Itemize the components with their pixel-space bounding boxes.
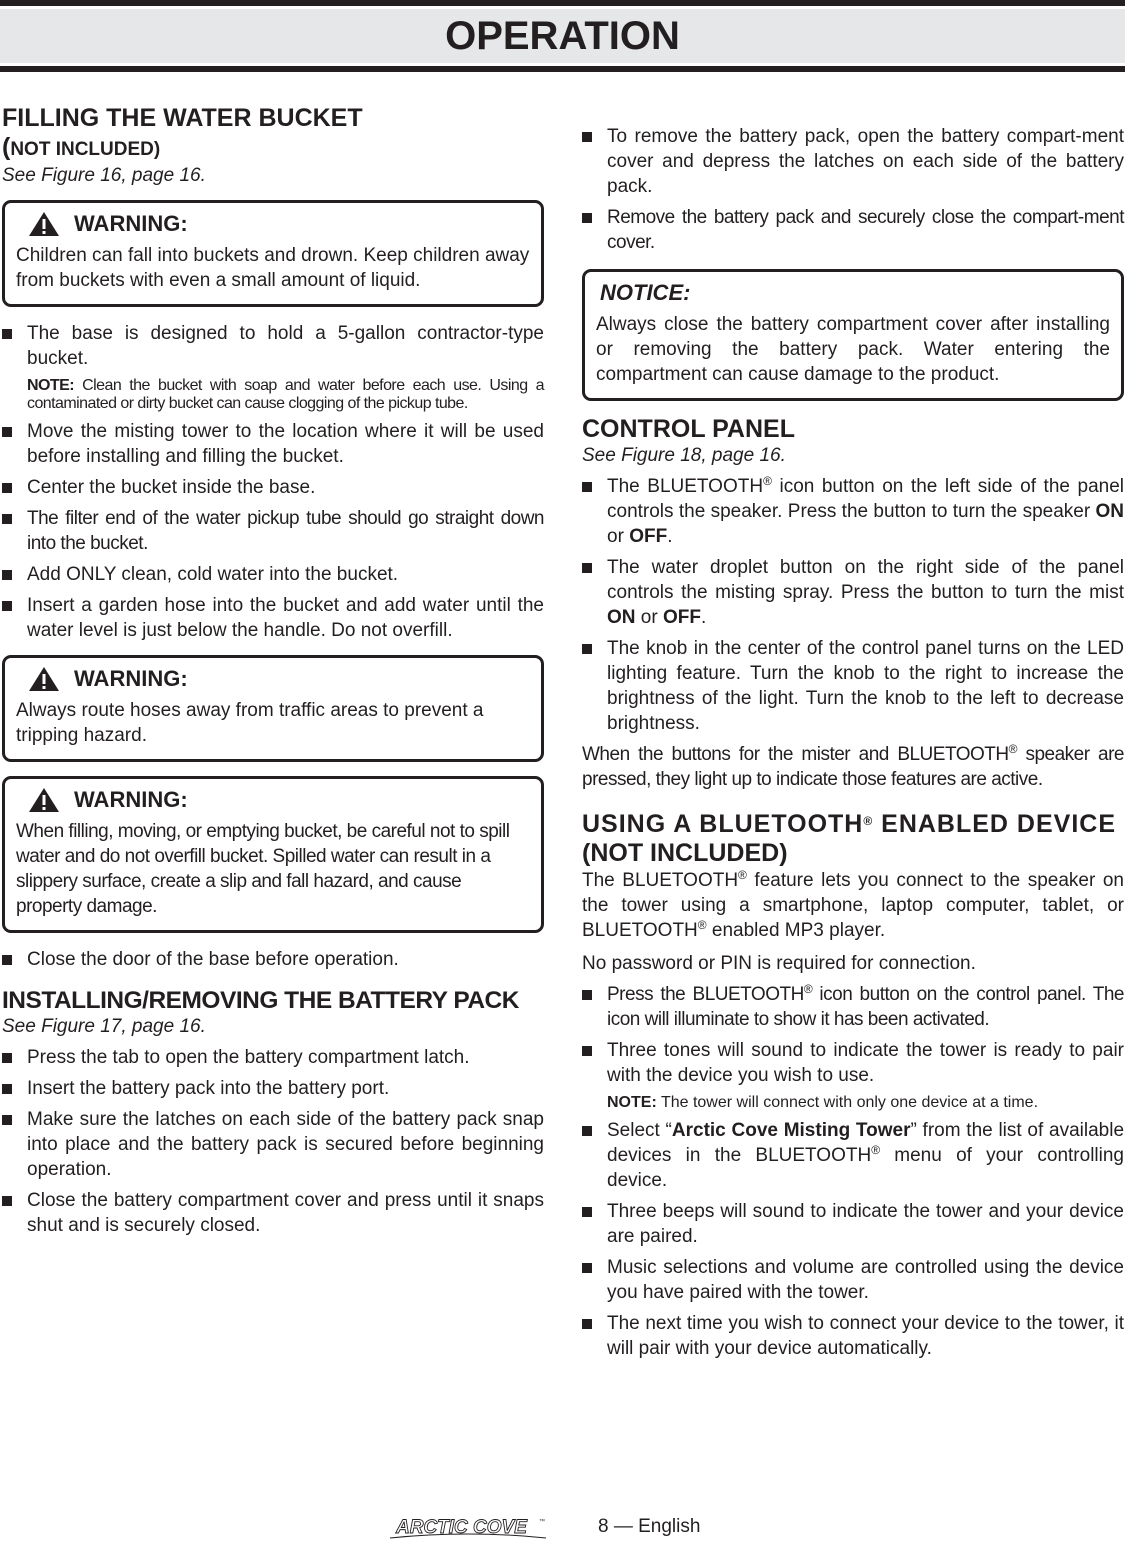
square-bullet-icon — [582, 1207, 592, 1217]
figure-reference: See Figure 18, page 16. — [582, 445, 786, 466]
list-item: Center the bucket inside the base. — [2, 475, 544, 500]
arctic-cove-logo — [388, 1514, 548, 1540]
page-footer — [0, 1512, 1125, 1541]
notice-box — [582, 269, 1124, 401]
warning-box-1 — [2, 200, 544, 307]
section-title-control-panel: CONTROL PANEL — [582, 415, 795, 443]
list-item: The knob in the center of the control panel turns on the LED lighting feature. Turn the knob to the right to increase the brightness of the light. Turn the knob to the left to decrease brightness. — [582, 636, 1124, 736]
square-bullet-icon — [2, 483, 12, 493]
section-title-bluetooth: USING A BLUETOOTH® ENABLED DEVICE — [582, 810, 1117, 838]
list-item: Make sure the latches on each side of the battery pack snap into place and the battery pack is secured before beginning operation. — [2, 1107, 544, 1182]
list-item: Three tones will sound to indicate the tower is ready to pair with the device you wish to use. — [582, 1038, 1124, 1088]
right-column — [582, 104, 1124, 1367]
left-column — [2, 104, 544, 1244]
list-item: The filter end of the water pickup tube should go straight down into the bucket. — [2, 506, 544, 556]
list-item: Select “Arctic Cove Misting Tower” from the list of available devices in the BLUETOOTH® menu of your controlling device. — [582, 1118, 1124, 1193]
list-item: The BLUETOOTH® icon button on the left side of the panel controls the speaker. Press the button to turn the speaker ON or OFF. — [582, 474, 1124, 549]
paragraph: The BLUETOOTH® feature lets you connect to the speaker on the tower using a smartphone, laptop computer, tablet, or BLUETOOTH® enabled MP3 player. — [582, 868, 1124, 941]
square-bullet-icon — [2, 955, 12, 965]
list-item: Press the tab to open the battery compartment latch. — [2, 1045, 544, 1070]
square-bullet-icon — [2, 1084, 12, 1094]
logo-text: ARCTIC COVE — [396, 1517, 527, 1538]
notice-heading: NOTICE: — [600, 280, 691, 305]
paragraph: No password or PIN is required for connection. — [582, 953, 976, 974]
square-bullet-icon — [582, 1319, 592, 1329]
square-bullet-icon — [2, 514, 12, 524]
warning-text: Always route hoses away from traffic areas to prevent a tripping hazard. — [16, 700, 484, 746]
square-bullet-icon — [582, 132, 592, 142]
warning-triangle-icon — [28, 787, 60, 813]
page-title: OPERATION — [445, 14, 680, 58]
list-item: Move the misting tower to the location where it will be used before installing and filling the bucket. — [2, 419, 544, 469]
paragraph: When the buttons for the mister and BLUETOOTH® speaker are pressed, they light up to indicate those features are active. — [582, 742, 1124, 790]
list-item: Insert the battery pack into the battery port. — [2, 1076, 544, 1101]
list-item: Insert a garden hose into the bucket and add water until the water level is just below the handle. Do not overfill. — [2, 593, 544, 643]
header-rule-bottom — [0, 66, 1125, 72]
square-bullet-icon — [2, 1196, 12, 1206]
list-item: The base is designed to hold a 5-gallon contractor-type bucket. — [2, 321, 544, 371]
square-bullet-icon — [582, 482, 592, 492]
list-item: The next time you wish to connect your device to the tower, it will pair with your device automatically. — [582, 1311, 1124, 1361]
square-bullet-icon — [2, 1115, 12, 1125]
warning-heading: WARNING: — [16, 664, 530, 694]
warning-text: When filling, moving, or emptying bucket, be careful not to spill water and do not overfill bucket. Spilled water can result in a slippery surface, create a slip and fall hazard, and cause property damage. — [16, 821, 510, 917]
list-item: To remove the battery pack, open the battery compart-ment cover and depress the latches on each side of the battery pack. — [582, 124, 1124, 199]
square-bullet-icon — [582, 563, 592, 573]
warning-triangle-icon — [28, 211, 60, 237]
list-item: The water droplet button on the right side of the panel controls the misting spray. Press the button to turn the mist ON or OFF. — [582, 555, 1124, 630]
list-item: Add ONLY clean, cold water into the bucket. — [2, 562, 544, 587]
list-item: Three beeps will sound to indicate the tower and your device are paired. — [582, 1199, 1124, 1249]
list-item: Music selections and volume are controlled using the device you have paired with the tower. — [582, 1255, 1124, 1305]
square-bullet-icon — [2, 1053, 12, 1063]
list-item: Close the battery compartment cover and press until it snaps shut and is securely closed. — [2, 1188, 544, 1238]
list-item: Remove the battery pack and securely close the compart-ment cover. — [582, 205, 1124, 255]
note: NOTE: The tower will connect with only one device at a time. — [607, 1094, 1039, 1111]
section-title-battery: INSTALLING/REMOVING THE BATTERY PACK — [2, 987, 519, 1014]
header-rule-top — [0, 0, 1125, 6]
warning-heading: WARNING: — [16, 209, 530, 239]
warning-triangle-icon — [28, 666, 60, 692]
square-bullet-icon — [582, 1046, 592, 1056]
page-header — [0, 0, 1125, 72]
warning-heading: WARNING: — [16, 785, 530, 815]
notice-text: Always close the battery compartment cover after installing or removing the battery pack. Water entering the compartment can cause damage to the product. — [596, 314, 1110, 385]
figure-reference: See Figure 17, page 16. — [2, 1016, 206, 1037]
list-item: Press the BLUETOOTH® icon button on the control panel. The icon will illuminate to show it has been activated. — [582, 982, 1124, 1032]
square-bullet-icon — [2, 427, 12, 437]
note: NOTE: Clean the bucket with soap and water before each use. Using a contaminated or dirty bucket can cause clogging of the pickup tube. — [27, 377, 544, 412]
page-number: 8 — English — [598, 1516, 701, 1537]
square-bullet-icon — [2, 601, 12, 611]
square-bullet-icon — [582, 1126, 592, 1136]
warning-text: Children can fall into buckets and drown. Keep children away from buckets with even a small amount of liquid. — [16, 245, 530, 291]
square-bullet-icon — [2, 570, 12, 580]
warning-box-3 — [2, 776, 544, 933]
square-bullet-icon — [582, 644, 592, 654]
warning-box-2 — [2, 655, 544, 762]
square-bullet-icon — [2, 329, 12, 339]
list-item: Close the door of the base before operation. — [2, 947, 544, 972]
square-bullet-icon — [582, 990, 592, 1000]
section-title-bluetooth-line2: (NOT INCLUDED) — [582, 839, 788, 867]
figure-reference: See Figure 16, page 16. — [2, 165, 206, 186]
square-bullet-icon — [582, 1263, 592, 1273]
square-bullet-icon — [582, 213, 592, 223]
section-title-filling: FILLING THE WATER BUCKET (NOT INCLUDED) — [2, 104, 363, 161]
logo-tm: ™ — [539, 1519, 545, 1525]
